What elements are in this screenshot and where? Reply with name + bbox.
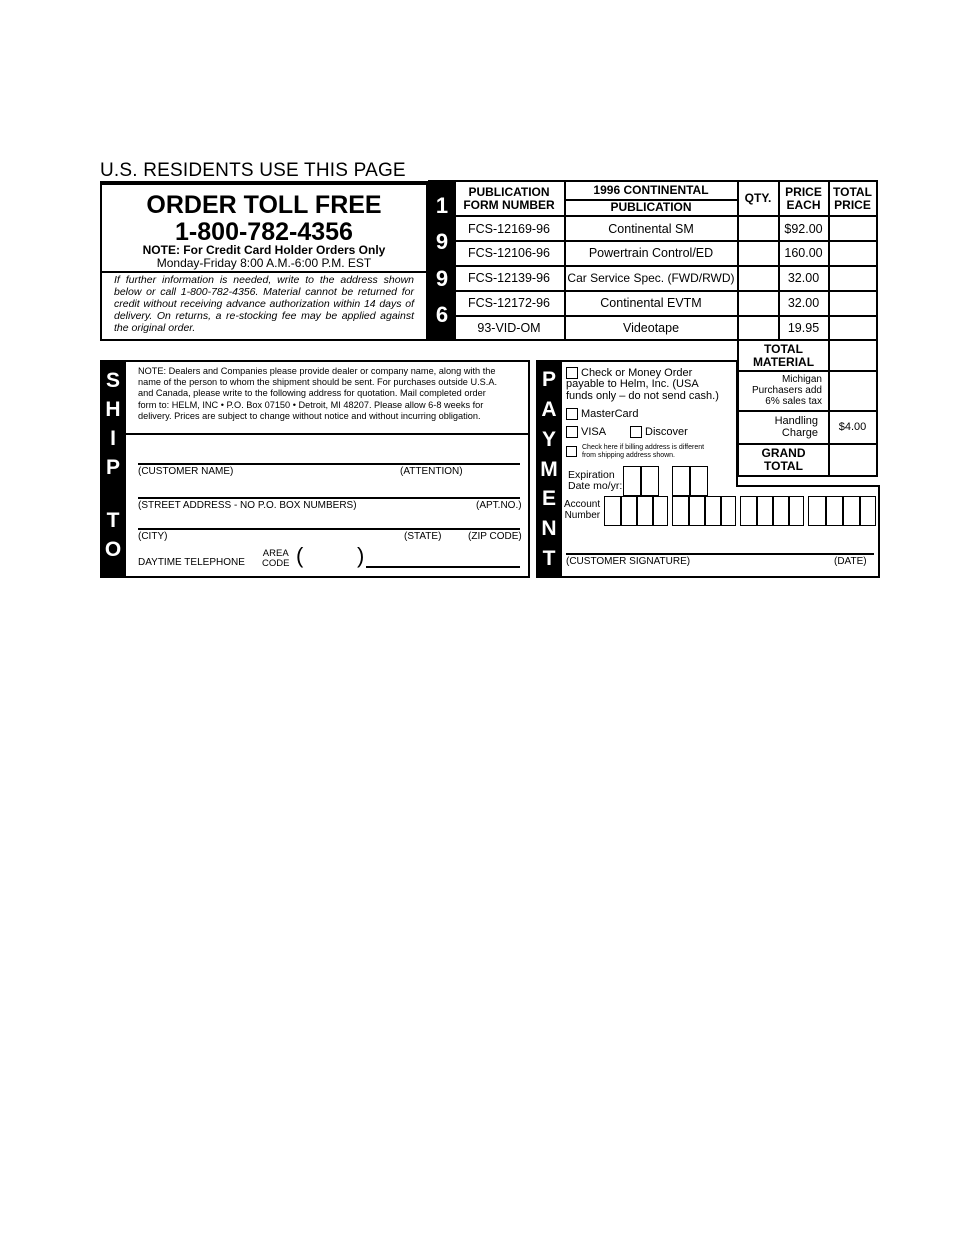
payment-letter: T bbox=[542, 547, 556, 571]
order-info: If further information is needed, write to the address shown below or call 1-800-782-4356. Material cannot be returned for credit without receiving advance authorization within 14 days of delivery. On returns, a re-stocking fee may be applied against the original order. bbox=[114, 274, 414, 334]
ship-note: NOTE: Dealers and Companies please provide dealer or company name, along with the name of the person to whom the shipment should be sent. For purchases outside U.S.A. and Canada, please write to the following address for quotation. Mail completed order form to: HELM, INC • P.O. Box 07150 • Detroit, MI 48207. Please allow 6-8 weeks for delivery. Prices are subject to change without notice and without incurring obligation. bbox=[138, 366, 498, 421]
row-price: 160.00 bbox=[784, 246, 823, 260]
row-total-field[interactable] bbox=[829, 266, 876, 290]
row-qty-field[interactable] bbox=[738, 291, 778, 315]
order-box bbox=[100, 183, 428, 341]
visa-checkbox[interactable] bbox=[566, 426, 578, 438]
customer-name-label: (CUSTOMER NAME) bbox=[138, 466, 234, 477]
customer-name-field[interactable] bbox=[138, 463, 520, 465]
row-publication: Car Service Spec. (FWD/RWD) bbox=[567, 271, 735, 285]
zip-code-label: (ZIP CODE) bbox=[468, 531, 522, 542]
city-label: (CITY) bbox=[138, 531, 168, 542]
row-price: 32.00 bbox=[787, 271, 820, 285]
visa-option[interactable]: VISA bbox=[566, 426, 606, 438]
discover-option[interactable]: Discover bbox=[630, 426, 688, 438]
row-form-number: 93-VID-OM bbox=[477, 321, 541, 335]
expiration-month-boxes[interactable] bbox=[623, 466, 659, 496]
area-code-label: AREA CODE bbox=[262, 548, 290, 569]
apt-number-label: (APT.NO.) bbox=[476, 500, 522, 511]
header-form-number: PUBLICATION FORM NUMBER bbox=[463, 184, 555, 212]
order-title: ORDER TOLL FREE bbox=[146, 191, 382, 219]
header-continental: 1996 CONTINENTAL bbox=[593, 183, 709, 197]
state-label: (STATE) bbox=[404, 531, 442, 542]
year-letter: 1 bbox=[435, 192, 449, 218]
sales-tax-label: Michigan Purchasers add 6% sales tax bbox=[751, 374, 822, 407]
ship-letter: O bbox=[104, 538, 122, 561]
grand-total-label: GRAND TOTAL bbox=[761, 445, 806, 473]
discover-checkbox[interactable] bbox=[630, 426, 642, 438]
area-code-close-paren: ) bbox=[357, 543, 365, 568]
ship-letter: T bbox=[106, 509, 120, 532]
header-qty: QTY. bbox=[744, 191, 772, 205]
total-material-label: TOTAL MATERIAL bbox=[752, 341, 815, 369]
handling-value: $4.00 bbox=[838, 421, 867, 433]
customer-signature-label: (CUSTOMER SIGNATURE) bbox=[566, 556, 691, 567]
row-publication: Continental SM bbox=[608, 221, 694, 236]
year-bar bbox=[428, 180, 456, 341]
account-number-boxes[interactable] bbox=[604, 496, 878, 526]
payment-bar bbox=[536, 360, 562, 578]
expiration-year-boxes[interactable] bbox=[672, 466, 708, 496]
year-letter: 9 bbox=[435, 229, 449, 255]
page-heading: U.S. RESIDENTS USE THIS PAGE bbox=[100, 160, 406, 181]
check-checkbox[interactable] bbox=[566, 367, 578, 379]
order-divider bbox=[102, 271, 426, 273]
header-total-price: TOTAL PRICE bbox=[833, 184, 872, 212]
header-price-each: PRICE EACH bbox=[785, 184, 822, 212]
row-form-number: FCS-12139-96 bbox=[468, 271, 550, 285]
row-price: 19.95 bbox=[787, 321, 820, 335]
account-number-label: Account Number bbox=[564, 499, 601, 521]
check-money-order[interactable]: Check or Money Order payable to Helm, Inc. (USA funds only – do not send cash.) bbox=[566, 366, 719, 402]
row-total-field[interactable] bbox=[829, 316, 876, 340]
row-total-field[interactable] bbox=[829, 291, 876, 315]
ship-letter: S bbox=[105, 369, 120, 392]
order-note: NOTE: For Credit Card Holder Orders Only bbox=[142, 243, 386, 257]
year-letter: 9 bbox=[435, 265, 449, 291]
payment-letter: M bbox=[540, 457, 558, 481]
area-code-open-paren: ( bbox=[296, 543, 304, 568]
order-hours: Monday-Friday 8:00 A.M.-6:00 P.M. EST bbox=[156, 256, 372, 270]
date-label: (DATE) bbox=[834, 556, 867, 567]
row-form-number: FCS-12172-96 bbox=[468, 296, 550, 310]
row-form-number: FCS-12106-96 bbox=[468, 246, 550, 260]
street-address-label: (STREET ADDRESS - NO P.O. BOX NUMBERS) bbox=[138, 500, 357, 511]
row-qty-field[interactable] bbox=[738, 266, 778, 290]
ship-letter: H bbox=[105, 398, 121, 421]
city-state-zip-field[interactable] bbox=[138, 528, 520, 530]
payment-letter: N bbox=[541, 517, 557, 541]
row-price: $92.00 bbox=[784, 221, 823, 236]
payment-letter: E bbox=[541, 487, 556, 511]
payment-letter: A bbox=[541, 397, 557, 421]
order-phone: 1-800-782-4356 bbox=[175, 218, 353, 246]
row-publication: Powertrain Control/ED bbox=[588, 246, 714, 260]
signature-field[interactable] bbox=[566, 553, 874, 555]
sales-tax-field[interactable] bbox=[829, 371, 876, 410]
ship-to-bar bbox=[100, 360, 126, 578]
billing-different-checkbox[interactable] bbox=[566, 446, 577, 457]
payment-letter: Y bbox=[541, 427, 556, 451]
expiration-label: Expiration Date mo/yr: bbox=[568, 469, 623, 492]
ship-note-divider bbox=[124, 433, 530, 435]
daytime-telephone-label: DAYTIME TELEPHONE bbox=[138, 557, 245, 568]
ship-letter: P bbox=[105, 456, 120, 479]
mastercard-option[interactable]: MasterCard bbox=[566, 408, 638, 420]
handling-label: Handling Charge bbox=[774, 415, 818, 439]
row-total-field[interactable] bbox=[829, 241, 876, 265]
row-total-field[interactable] bbox=[829, 217, 876, 240]
row-price: 32.00 bbox=[787, 296, 820, 310]
payment-letter: P bbox=[541, 367, 556, 391]
total-material-field[interactable] bbox=[829, 341, 876, 370]
ship-letter: I bbox=[110, 427, 116, 450]
row-qty-field[interactable] bbox=[738, 316, 778, 340]
row-form-number: FCS-12169-96 bbox=[468, 221, 550, 236]
row-qty-field[interactable] bbox=[738, 241, 778, 265]
header-publication: PUBLICATION bbox=[610, 200, 692, 214]
row-qty-field[interactable] bbox=[738, 217, 778, 240]
row-publication: Videotape bbox=[622, 321, 680, 335]
telephone-field[interactable] bbox=[366, 566, 520, 568]
mastercard-checkbox[interactable] bbox=[566, 408, 578, 420]
year-letter: 6 bbox=[435, 302, 449, 328]
street-address-field[interactable] bbox=[138, 497, 520, 499]
grand-total-field[interactable] bbox=[829, 444, 876, 475]
row-publication: Continental EVTM bbox=[600, 296, 702, 310]
billing-different-option[interactable]: Check here if billing address is different from shipping address shown. bbox=[566, 444, 704, 459]
attention-label: (ATTENTION) bbox=[400, 466, 463, 477]
